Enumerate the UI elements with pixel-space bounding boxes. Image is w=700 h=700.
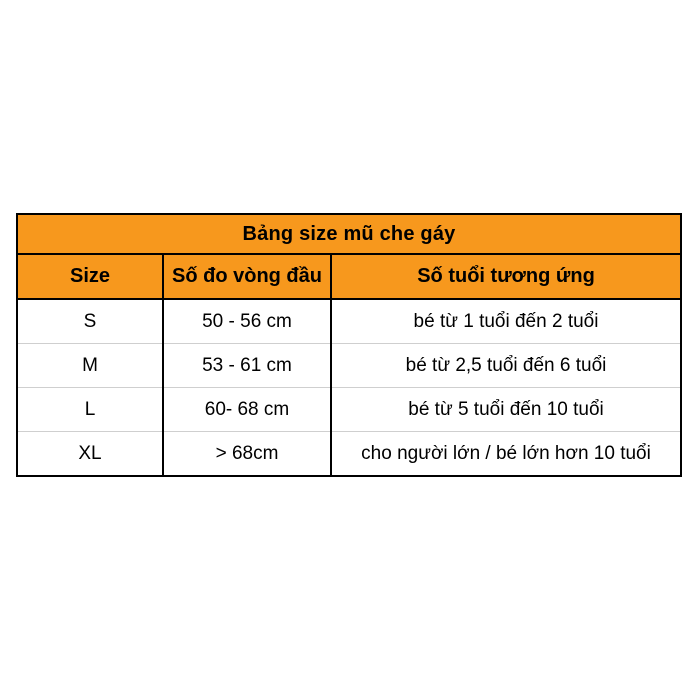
circumference-value: 50 - 56 cm [163, 299, 331, 344]
size-value: S [17, 299, 163, 344]
age-range-value: bé từ 5 tuổi đến 10 tuổi [331, 388, 681, 432]
age-range-value: bé từ 2,5 tuổi đến 6 tuổi [331, 344, 681, 388]
size-chart-table [16, 213, 682, 477]
column-header-age-range: Số tuổi tương ứng [331, 254, 681, 299]
circumference-value: > 68cm [163, 432, 331, 477]
title-row [17, 214, 681, 254]
size-value: XL [17, 432, 163, 477]
table-row-s [17, 299, 681, 344]
header-row [17, 254, 681, 299]
table-row-xl [17, 432, 681, 477]
column-header-head-circumference: Số đo vòng đầu [163, 254, 331, 299]
size-value: M [17, 344, 163, 388]
circumference-value: 60- 68 cm [163, 388, 331, 432]
table-title: Bảng size mũ che gáy [17, 214, 681, 254]
table-row-l [17, 388, 681, 432]
size-value: L [17, 388, 163, 432]
circumference-value: 53 - 61 cm [163, 344, 331, 388]
column-header-size: Size [17, 254, 163, 299]
table-row-m [17, 344, 681, 388]
age-range-value: bé từ 1 tuổi đến 2 tuổi [331, 299, 681, 344]
age-range-value: cho người lớn / bé lớn hơn 10 tuổi [331, 432, 681, 477]
